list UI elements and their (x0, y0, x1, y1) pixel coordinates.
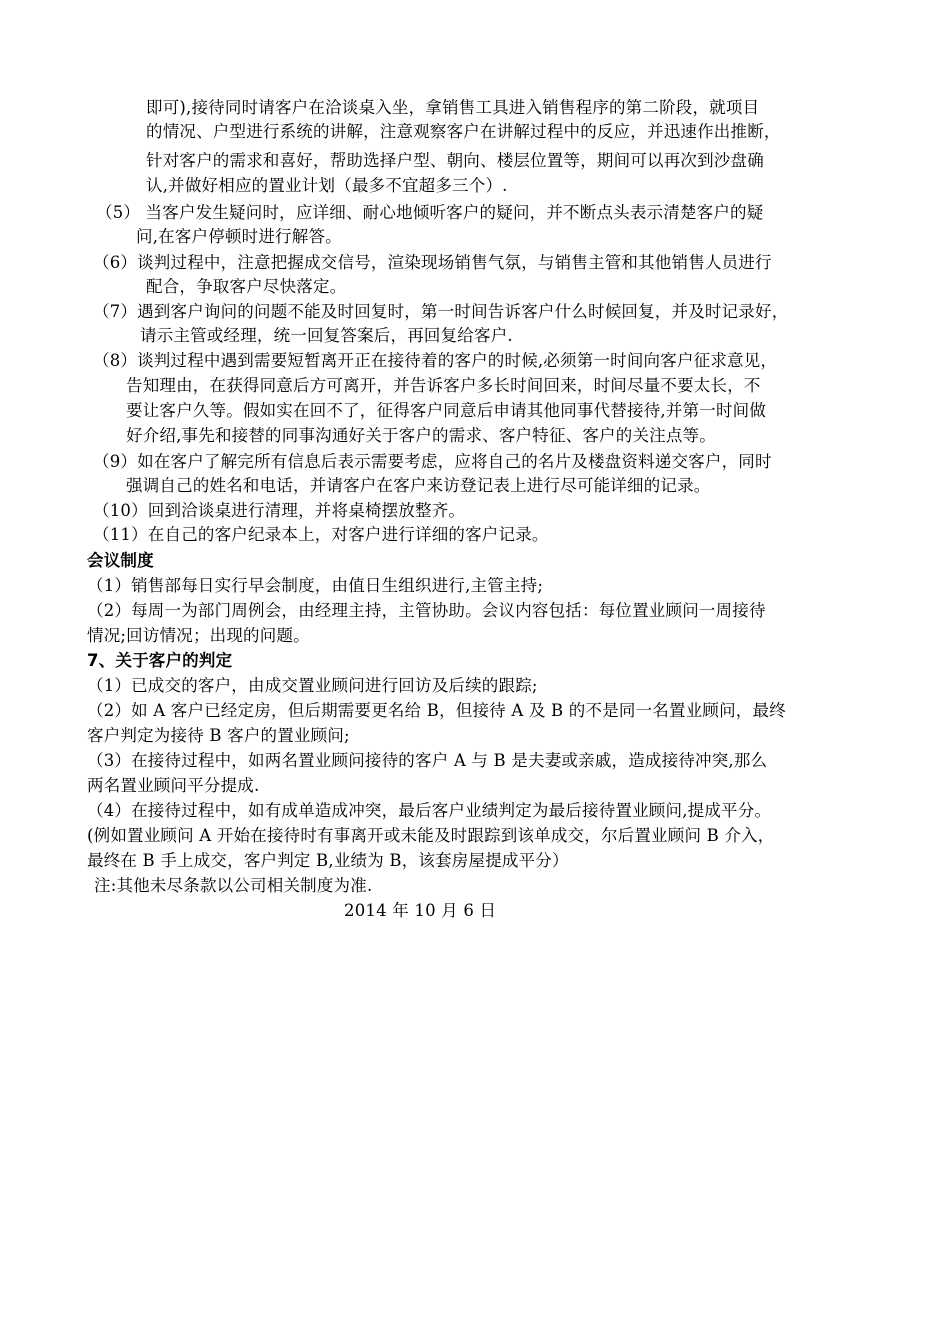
judgement-line: （1）已成交的客户，由成交置业顾问进行回访及后续的跟踪; (87, 676, 538, 695)
step-9-line: （9）如在客户了解完所有信息后表示需要考虑，应将自己的名片及楼盘资料递交客户，同时 (93, 452, 772, 471)
judgement-line: （4）在接待过程中，如有成单造成冲突，最后客户业绩判定为最后接待置业顾问,提成平分。 (87, 801, 772, 820)
step-6-line: 配合，争取客户尽快落定。 (146, 277, 347, 296)
judgement-line: 最终在 B 手上成交，客户判定 B,业绩为 B，该套房屋提成平分） (87, 851, 569, 870)
step-11-line: （11）在自己的客户纪录本上，对客户进行详细的客户记录。 (93, 525, 549, 544)
meeting-line: 情况;回访情况；出现的问题。 (87, 626, 310, 645)
judgement-line: 客户判定为接待 B 客户的置业顾问; (87, 726, 350, 745)
step-10-line: （10）回到洽谈桌进行清理，并将桌椅摆放整齐。 (93, 501, 466, 520)
step-8-line: （8）谈判过程中遇到需要短暂离开正在接待着的客户的时候,必须第一时间向客户征求意见， (93, 351, 778, 370)
meeting-line: （1）销售部每日实行早会制度，由值日生组织进行,主管主持; (87, 576, 544, 595)
judgement-heading: 7、关于客户的判定 (87, 651, 233, 670)
meeting-line: （2）每周一为部门周例会，由经理主持，主管协助。会议内容包括：每位置业顾问一周接待 (87, 601, 766, 620)
step-7-line: 请示主管或经理，统一回复答案后，再回复给客户. (140, 326, 513, 345)
step-9-line: 强调自己的姓名和电话，并请客户在客户来访登记表上进行尽可能详细的记录。 (126, 476, 711, 495)
step-8-line: 告知理由，在获得同意后方可离开，并告诉客户多长时间回来，时间尽量不要太长，不 (126, 376, 761, 395)
document-date: 2014 年 10 月 6 日 (344, 901, 497, 920)
step-5-line: （5） 当客户发生疑问时，应详细、耐心地倾听客户的疑问，并不断点头表示清楚客户的疑 (96, 203, 764, 222)
continuation-line: 针对客户的需求和喜好，帮助选择户型、朝向、楼层位置等，期间可以再次到沙盘确 (146, 151, 764, 170)
step-5-line: 问,在客户停顿时进行解答。 (136, 227, 342, 246)
meeting-heading: 会议制度 (87, 551, 154, 570)
step-7-line: （7）遇到客户询问的问题不能及时回复时，第一时间告诉客户什么时候回复，并及时记录好， (93, 302, 789, 321)
judgement-line: （3）在接待过程中，如两名置业顾问接待的客户 A 与 B 是夫妻或亲戚，造成接待冲突,那么 (87, 751, 768, 770)
step-6-line: （6）谈判过程中，注意把握成交信号，渲染现场销售气氛，与销售主管和其他销售人员进行 (93, 253, 772, 272)
judgement-line: 两名置业顾问平分提成. (87, 776, 260, 795)
judgement-line: (例如置业顾问 A 开始在接待时有事离开或未能及时跟踪到该单成交，尔后置业顾问 B 介入， (87, 826, 775, 845)
continuation-line: 认,并做好相应的置业计划（最多不宜超多三个）. (146, 176, 508, 195)
judgement-line: （2）如 A 客户已经定房，但后期需要更名给 B，但接待 A 及 B 的不是同一名置业顾问，最终 (87, 701, 786, 720)
step-8-line: 要让客户久等。假如实在回不了，征得客户同意后申请其他同事代替接待,并第一时间做 (126, 401, 767, 420)
continuation-line: 的情况、户型进行系统的讲解，注意观察客户在讲解过程中的反应，并迅速作出推断， (146, 122, 781, 141)
closing-note: 注:其他未尽条款以公司相关制度为准. (94, 876, 373, 895)
step-8-line: 好介绍,事先和接替的同事沟通好关于客户的需求、客户特征、客户的关注点等。 (126, 426, 716, 445)
continuation-line: 即可),接待同时请客户在洽谈桌入坐，拿销售工具进入销售程序的第二阶段，就项目 (146, 98, 760, 117)
